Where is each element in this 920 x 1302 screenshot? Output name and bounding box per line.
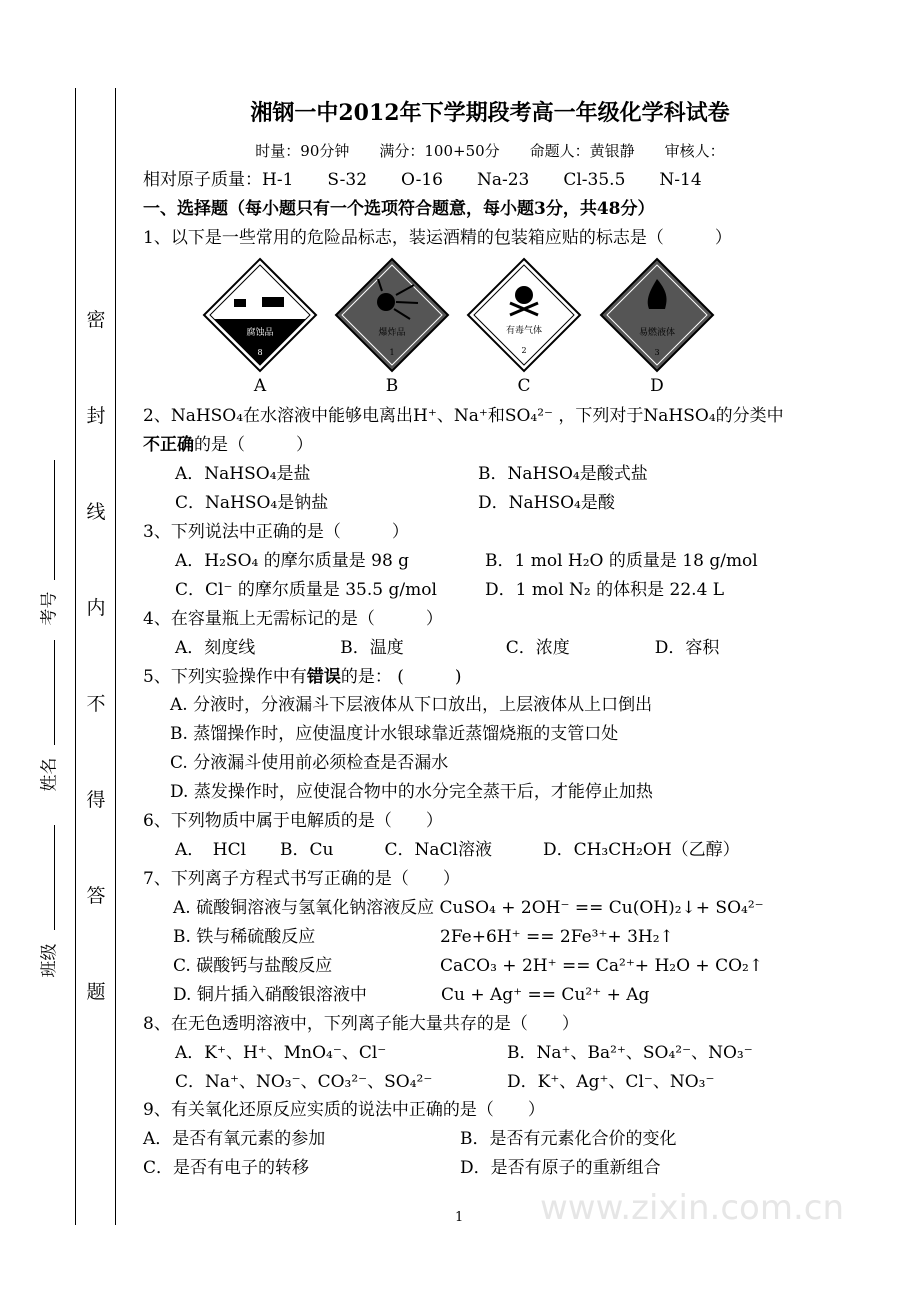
option-a: A. 分液时，分液漏斗下层液体从下口放出，上层液体从上口倒出: [170, 695, 653, 715]
question-2-cont: [143, 431, 313, 460]
option-c: C．是否有电子的转移: [143, 1158, 310, 1178]
option-a: A．K⁺、H⁺、MnO₄⁻、Cl⁻: [175, 1043, 387, 1063]
equation-d: Cu + Ag⁺ == Cu²⁺ + Ag: [441, 985, 650, 1005]
sign-class: 2: [521, 346, 527, 355]
option-d: D．NaHSO₄是酸: [478, 493, 615, 513]
name-blank[interactable]: [54, 640, 55, 745]
watermark: www.zixin.com.cn: [540, 1188, 844, 1228]
toxic-gas-sign-icon: [466, 257, 582, 373]
option-d: D. 铜片插入硝酸银溶液中: [173, 985, 367, 1005]
page-number: 1: [455, 1210, 464, 1225]
equation-b: 2Fe+6H⁺ == 2Fe³⁺+ 3H₂↑: [440, 927, 674, 947]
student-id-blank[interactable]: [54, 460, 55, 580]
question-6: 6、下列物质中属于电解质的是（ ）: [143, 811, 443, 831]
sign-class: 1: [389, 348, 395, 357]
class-blank[interactable]: [54, 825, 55, 930]
question-9: 9、有关氧化还原反应实质的说法中正确的是（ ）: [143, 1100, 545, 1120]
question-5: [143, 663, 462, 692]
emphasis: 错误: [306, 667, 341, 687]
option-a: A．是否有氧元素的参加: [143, 1129, 326, 1149]
option-d: D．是否有原子的重新组合: [460, 1158, 661, 1178]
option-a: A. 硫酸铜溶液与氢氧化钠溶液反应 CuSO₄ + 2OH⁻ == Cu(OH)₂↓+ SO₄²⁻: [173, 898, 764, 918]
atomic-masses: 相对原子质量：H-1 S-32 O-16 Na-23 Cl-35.5 N-14: [143, 170, 702, 190]
explosive-sign-icon: [334, 257, 450, 373]
seal-char: 得: [86, 789, 106, 811]
option-b: B．是否有元素化合价的变化: [460, 1129, 677, 1149]
option-label: C: [517, 376, 531, 396]
option-c: C．NaHSO₄是钠盐: [175, 493, 329, 513]
option-c: C. 碳酸钙与盐酸反应: [173, 956, 333, 976]
sign-class: 3: [654, 348, 660, 357]
option-c: C. 分液漏斗使用前必须检查是否漏水: [170, 753, 449, 773]
option-d: D．K⁺、Ag⁺、Cl⁻、NO₃⁻: [507, 1072, 715, 1092]
seal-char: 不: [86, 693, 106, 715]
option-a: A．NaHSO₄是盐: [175, 464, 311, 484]
question-7: 7、下列离子方程式书写正确的是（ ）: [143, 869, 460, 889]
option-c: C．Cl⁻ 的摩尔质量是 35.5 g/mol: [175, 580, 437, 600]
option-label: D: [650, 376, 664, 396]
name-label: 姓名: [39, 757, 60, 792]
seal-char: 内: [86, 597, 106, 619]
sign-name: 易燃液体: [638, 328, 676, 338]
stem-text: 的是： ( ): [340, 667, 462, 687]
options: A．刻度线 B．温度 C．浓度 D．容积: [175, 638, 720, 658]
question-3: 3、下列说法中正确的是（ ）: [143, 522, 409, 542]
margin-line-inner: [115, 88, 116, 1225]
sign-name: 有毒气体: [505, 326, 543, 336]
stem-text: 5、下列实验操作中有: [143, 667, 307, 687]
sign-class: 8: [257, 348, 263, 357]
option-label: B: [385, 376, 399, 396]
option-b: B. 蒸馏操作时，应使温度计水银球靠近蒸馏烧瓶的支管口处: [170, 724, 619, 744]
question-1: 1、以下是一些常用的危险品标志，装运酒精的包装箱应贴的标志是（ ）: [143, 228, 732, 248]
option-d: D．1 mol N₂ 的体积是 22.4 L: [485, 580, 725, 600]
page-title: 湘钢一中2012年下学期段考高一年级化学科试卷: [250, 100, 730, 126]
option-d: D. 蒸发操作时，应使混合物中的水分完全蒸干后，才能停止加热: [170, 782, 653, 802]
margin-line-outer: [75, 88, 76, 1225]
option-b: B．Na⁺、Ba²⁺、SO₄²⁻、NO₃⁻: [507, 1043, 753, 1063]
corrosive-sign-icon: [202, 257, 318, 373]
flammable-liquid-sign-icon: [599, 257, 715, 373]
emphasis: 不正确: [143, 435, 194, 455]
seal-char: 封: [86, 405, 106, 427]
question-4: 4、在容量瓶上无需标记的是（ ）: [143, 609, 443, 629]
question-2: 2、NaHSO₄在水溶液中能够电离出H⁺、Na⁺和SO₄²⁻ ，下列对于NaHSO₄的分类中: [143, 406, 784, 426]
option-b: B．1 mol H₂O 的质量是 18 g/mol: [485, 551, 758, 571]
options: A． HCl B．Cu C．NaCl溶液 D．CH₃CH₂OH（乙醇）: [175, 840, 740, 860]
seal-char: 题: [86, 981, 106, 1003]
seal-char: 密: [86, 309, 106, 331]
option-c: C．Na⁺、NO₃⁻、CO₃²⁻、SO₄²⁻: [175, 1072, 433, 1092]
option-b: B．NaHSO₄是酸式盐: [478, 464, 648, 484]
section-heading: 一、选择题（每小题只有一个选项符合题意，每小题3分，共48分）: [143, 199, 655, 219]
exam-info: 时量：90分钟 满分：100+50分 命题人：黄银静 审核人：: [255, 142, 725, 160]
option-a: A．H₂SO₄ 的摩尔质量是 98 g: [175, 551, 410, 571]
class-label: 班级: [39, 943, 60, 978]
stem-text: 的是（ ）: [194, 435, 313, 455]
seal-char: 线: [86, 501, 106, 523]
option-label: A: [253, 376, 267, 396]
option-b: B. 铁与稀硫酸反应: [173, 927, 316, 947]
student-id-label: 考号: [39, 591, 60, 626]
seal-char: 答: [86, 885, 106, 907]
question-8: 8、在无色透明溶液中，下列离子能大量共存的是（ ）: [143, 1014, 579, 1034]
sign-name: 腐蚀品: [246, 328, 274, 338]
sign-name: 爆炸品: [378, 328, 406, 338]
equation-c: CaCO₃ + 2H⁺ == Ca²⁺+ H₂O + CO₂↑: [440, 956, 764, 976]
